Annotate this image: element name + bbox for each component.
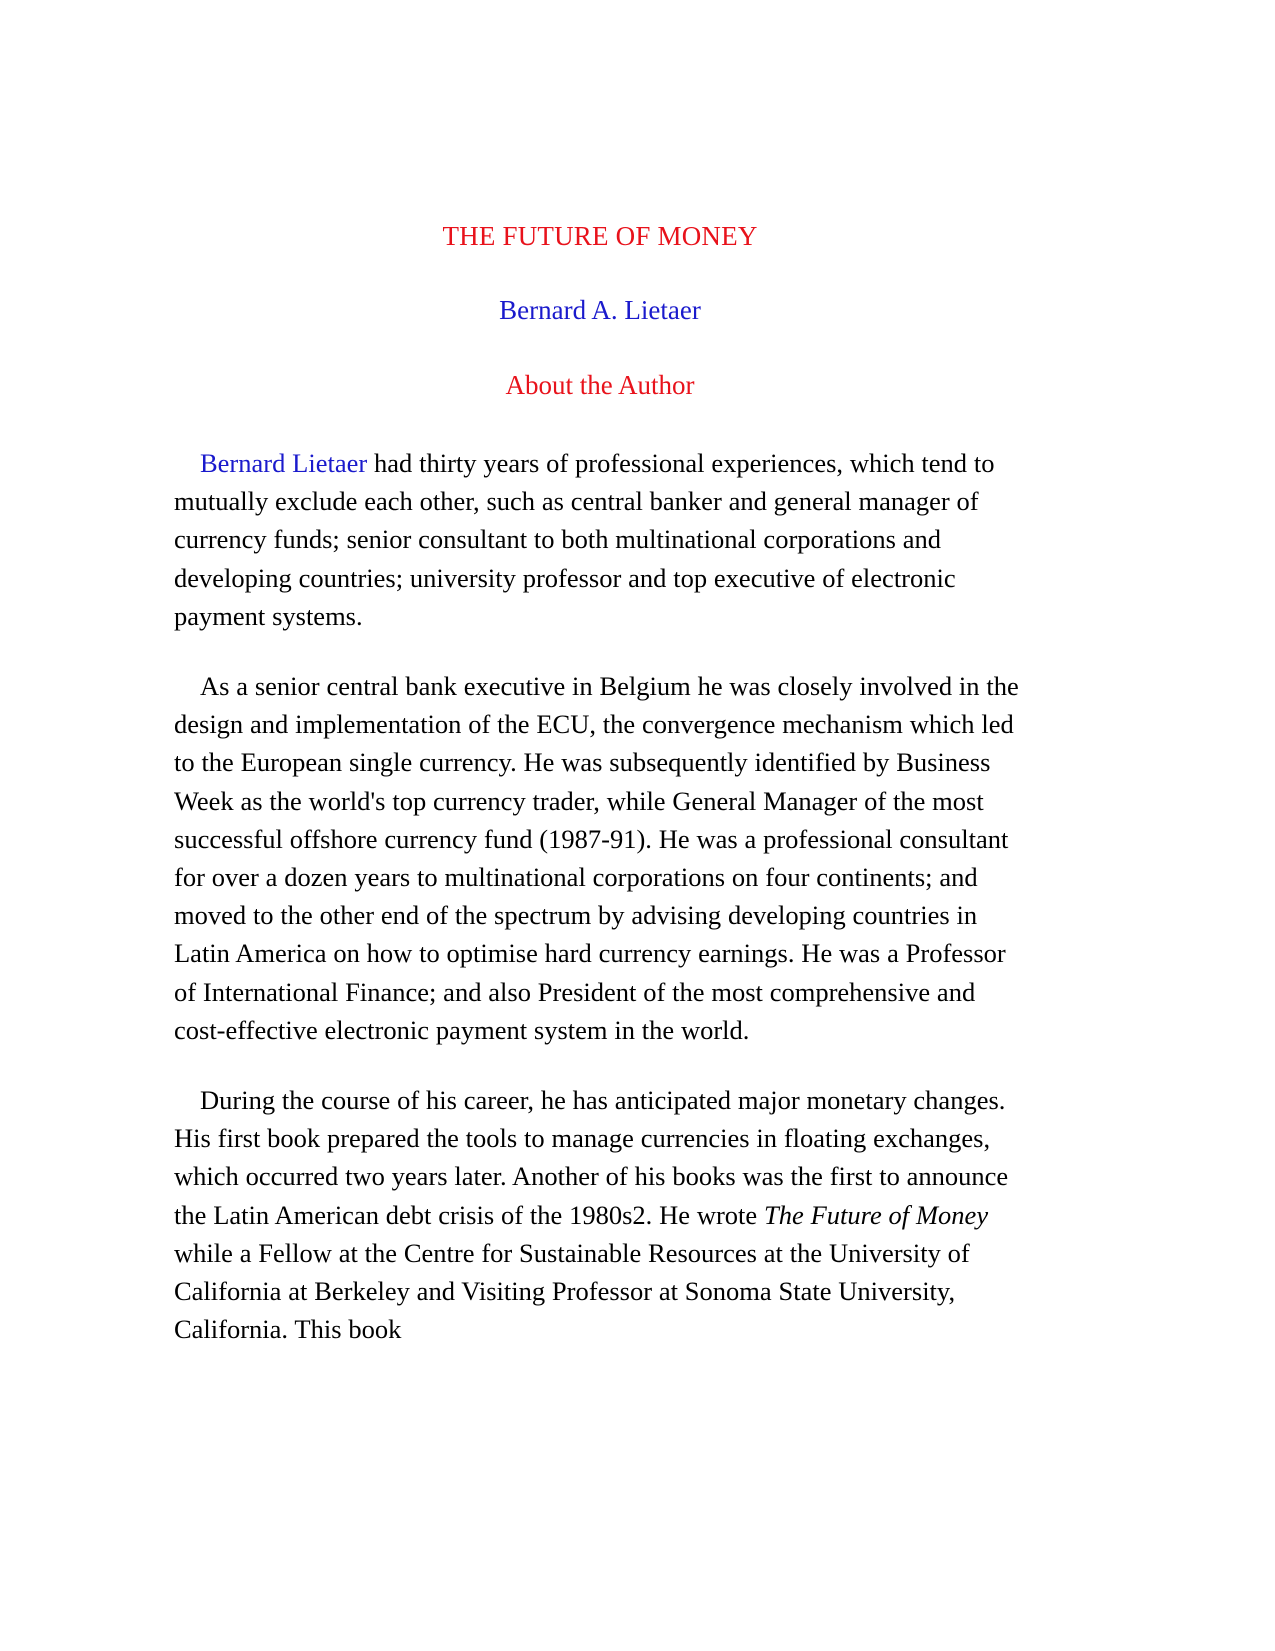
paragraph-3-text-after-title: while a Fellow at the Centre for Sustainable Resources at the University of California at Berkeley and Visiting Professor at Sonoma State University, California. This book bbox=[174, 1237, 970, 1345]
paragraph-1 bbox=[174, 444, 1026, 635]
paragraph-3 bbox=[174, 1081, 1026, 1348]
paragraph-2 bbox=[174, 667, 1026, 1049]
paragraph-1-text: had thirty years of professional experiences, which tend to mutually exclude each other, such as central banker and general manager of currency funds; senior consultant to both multinational corporations and developing countries; university professor and top executive of electronic payment systems. bbox=[174, 448, 995, 631]
section-heading-about-the-author: About the Author bbox=[505, 370, 695, 400]
document-title: THE FUTURE OF MONEY bbox=[442, 221, 758, 251]
paragraph-3-text-before-title: During the course of his career, he has anticipated major monetary changes. His first book prepared the tools to manage currencies in floating exchanges, which occurred two years later. Another of his books was the first to announce the Latin American debt crisis of the 1980s2. He wrote bbox=[174, 1085, 1009, 1230]
body-text-block bbox=[174, 444, 1026, 1348]
lead-author-name: Bernard Lietaer bbox=[200, 448, 368, 478]
author-byline: Bernard A. Lietaer bbox=[499, 295, 701, 325]
book-title-italic: The Future of Money bbox=[764, 1199, 989, 1230]
paragraph-2-text: As a senior central bank executive in Belgium he was closely involved in the design and implementation of the ECU, the convergence mechanism which led to the European single currency. He was subsequently identified by Business Week as the world's top currency trader, while General Manager of the most successful offshore currency fund (1987-91). He was a professional consultant for over a dozen years to multinational corporations on four continents; and moved to the other end of the spectrum by advising developing countries in Latin America on how to optimise hard currency earnings. He was a Professor of International Finance; and also President of the most comprehensive and cost-effective electronic payment system in the world. bbox=[174, 671, 1019, 1045]
